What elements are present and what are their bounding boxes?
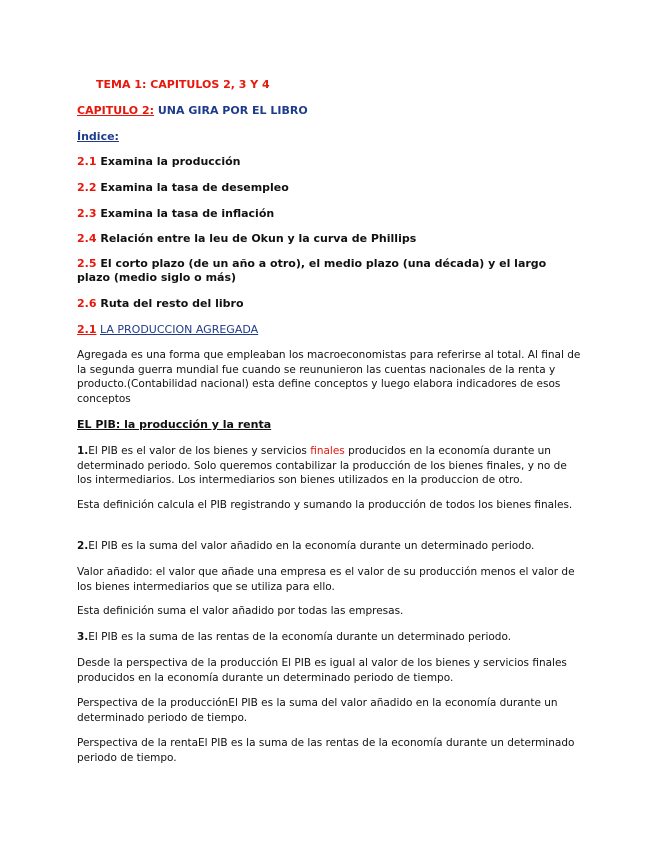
chapter-label: CAPITULO 2: bbox=[77, 104, 155, 117]
toc-number: 2.3 bbox=[77, 207, 97, 220]
toc-text: Examina la producción bbox=[100, 155, 241, 168]
toc-item bbox=[77, 297, 582, 311]
section-heading bbox=[77, 323, 582, 337]
perspective-added-value: Perspectiva de la producciónEl PIB es la suma del valor añadido en la economía durante un determinado periodo de tiempo. bbox=[77, 697, 558, 724]
toc-text: Examina la tasa de desempleo bbox=[100, 181, 289, 194]
definition-1 bbox=[77, 444, 582, 488]
toc-number: 2.4 bbox=[77, 232, 97, 245]
intro-paragraph: Agregada es una forma que empleaban los macroeconomistas para referirse al total. Al final de la segunda guerra mundial fue cuando se reununieron las cuentas nacionales de la renta y producto.(Contabilidad nacional) esta define conceptos y luego elabora indicadores de esos conceptos bbox=[77, 349, 581, 405]
toc-item bbox=[77, 155, 582, 169]
highlight-word: finales bbox=[310, 445, 345, 457]
document-title: TEMA 1: CAPITULOS 2, 3 Y 4 bbox=[96, 78, 270, 91]
toc-number: 2.2 bbox=[77, 181, 97, 194]
toc-text: El corto plazo (de un año a otro), el medio plazo (una década) y el largo plazo (medio siglo o más) bbox=[77, 257, 547, 284]
toc-number: 2.1 bbox=[77, 155, 97, 168]
definition-number: 1. bbox=[77, 445, 89, 457]
definition-number: 2. bbox=[77, 540, 89, 552]
perspective-income: Perspectiva de la rentaEl PIB es la suma de las rentas de la economía durante un determinado periodo de tiempo. bbox=[77, 737, 575, 764]
toc-item bbox=[77, 181, 582, 195]
toc-item bbox=[77, 207, 582, 221]
chapter-title: UNA GIRA POR EL LIBRO bbox=[157, 104, 308, 117]
definition-2-note: Esta definición suma el valor añadido por todas las empresas. bbox=[77, 605, 404, 617]
toc-number: 2.6 bbox=[77, 297, 97, 310]
toc-text: Examina la tasa de inflación bbox=[100, 207, 275, 220]
section-title: LA PRODUCCION AGREGADA bbox=[100, 323, 259, 336]
valor-anadido-paragraph: Valor añadido: el valor que añade una empresa es el valor de su producción menos el valor de los bienes intermediarios que se utiliza para ello. bbox=[77, 566, 575, 593]
toc-item bbox=[77, 257, 582, 285]
definition-text: El PIB es la suma del valor añadido en la economía durante un determinado periodo. bbox=[88, 540, 535, 552]
index-label: Índice: bbox=[77, 130, 119, 143]
perspective-production: Desde la perspectiva de la producción El PIB es igual al valor de los bienes y servicios finales producidos en la economía durante un determinado periodo de tiempo. bbox=[77, 657, 567, 684]
definition-text: El PIB es la suma de las rentas de la economía durante un determinado periodo. bbox=[88, 631, 512, 643]
toc-text: Relación entre la leu de Okun y la curva de Phillips bbox=[100, 232, 417, 245]
chapter-heading bbox=[77, 104, 582, 118]
definition-number: 3. bbox=[77, 631, 89, 643]
toc-item bbox=[77, 232, 582, 246]
definition-3 bbox=[77, 630, 582, 645]
definition-text: producidos en la economía durante un determinado periodo. Solo queremos contabilizar la producción de los bienes finales, y no de los intermediarios. Los intermediarios son bienes utilizados en la produccion de otro. bbox=[77, 445, 567, 486]
definition-text: El PIB es el valor de los bienes y servicios bbox=[88, 445, 311, 457]
definition-2 bbox=[77, 539, 582, 554]
pib-heading: EL PIB: la producción y la renta bbox=[77, 418, 272, 431]
toc-number: 2.5 bbox=[77, 257, 97, 270]
toc-text: Ruta del resto del libro bbox=[100, 297, 244, 310]
definition-1-note: Esta definición calcula el PIB registrando y sumando la producción de todos los bienes finales. bbox=[77, 499, 573, 511]
section-number: 2.1 bbox=[77, 323, 97, 336]
